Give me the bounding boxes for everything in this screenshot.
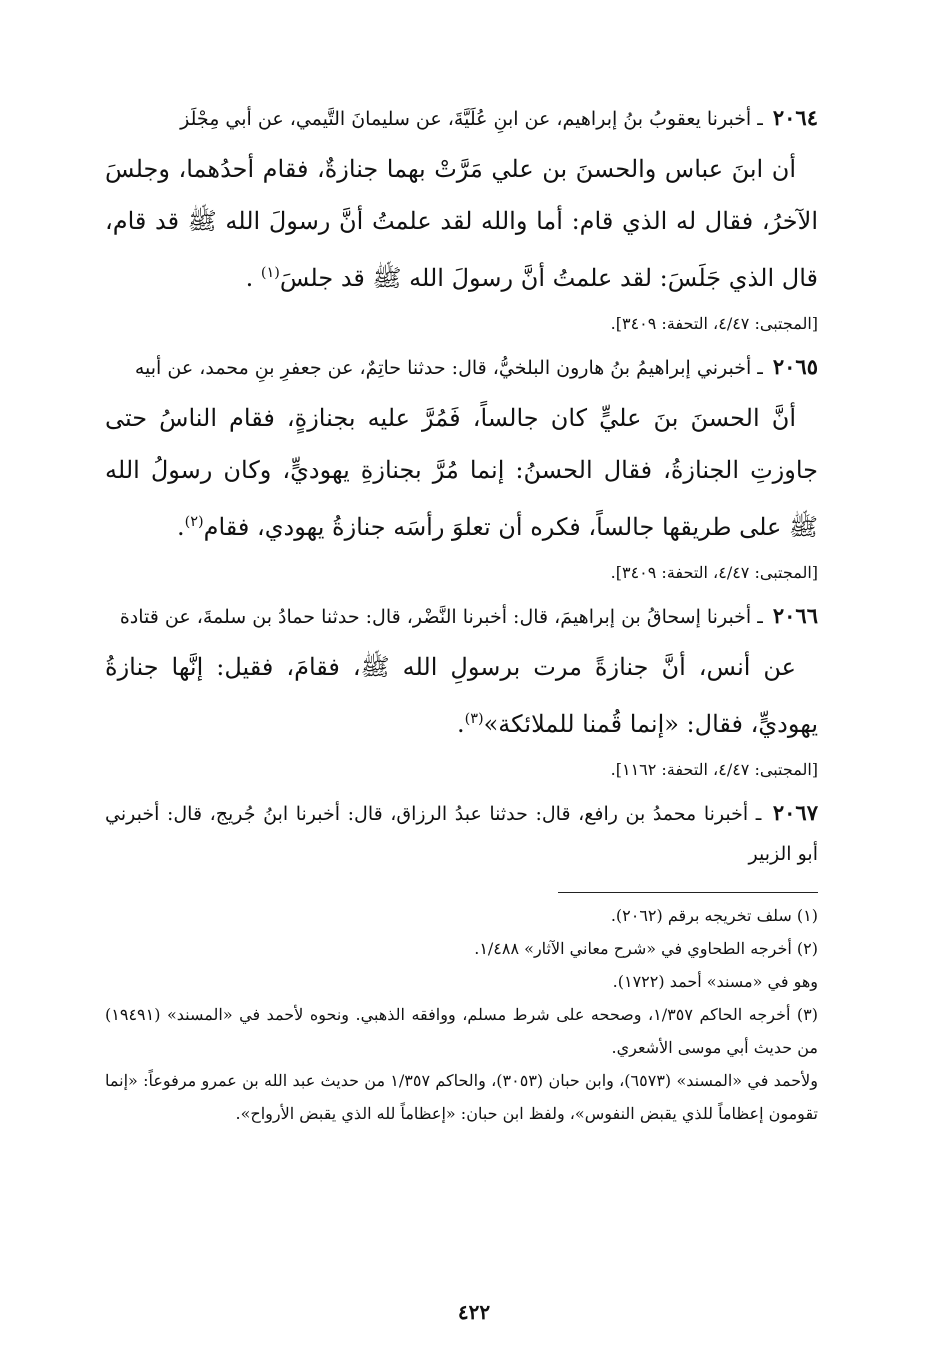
page-body xyxy=(105,98,818,1130)
hadith-2064 xyxy=(105,98,818,333)
matn-ending: . xyxy=(176,513,185,541)
matn-ending: . xyxy=(245,264,261,292)
matn-text: أن ابنَ عباس والحسنَ بن علي مَرَّتْ بهما جنازةٌ، فقام أحدُهما، وجلسَ الآخرُ، فقال له الذي قام: أما والله لقد علمتُ أنَّ رسولَ الله ﷺ قد قام، قال الذي جَلَسَ: لقد علمتُ أنَّ رسولَ الله ﷺ قد جلسَ xyxy=(105,155,818,292)
page-number: ٤٢٢ xyxy=(457,1300,491,1324)
matn-text: أنَّ الحسنَ بنَ عليٍّ كان جالساً، فَمُرَّ عليه بجنازةٍ، فقام الناسُ حتى جاوزتِ الجنازةُ، فقال الحسنُ: إنما مُرَّ بجنازةِ يهوديٍّ، وكان رسولُ الله ﷺ على طريقها جالساً، فكره أن تعلوَ رأسَه جنازةُ يهودي، فقام xyxy=(105,404,818,541)
isnad-text: ـ أخبرنا إسحاقُ بن إبراهيمَ، قال: أخبرنا النَّضْر، قال: حدثنا حمادُ بن سلمةَ، عن قتادة xyxy=(119,606,763,628)
footnote: ولأحمد في «المسند» (٦٥٧٣)، وابن حبان (٣٠٥٣)، والحاكم ١/٣٥٧ من حديث عبد الله بن عمرو مرفوعاً: «إنما تقومون إعظاماً للذي يقبض النفوس»، ولفظ ابن حبان: «إعظاماً لله الذي يقبض الأرواح». xyxy=(105,1071,819,1123)
footnote-marker[interactable]: (٢) xyxy=(184,514,204,530)
footnote-divider xyxy=(558,892,818,893)
footnote-marker[interactable]: (٣) xyxy=(464,711,484,727)
hadith-isnad xyxy=(105,793,818,874)
matn-ending: . xyxy=(456,710,465,738)
hadith-number: ٢٠٦٦ xyxy=(772,603,818,628)
hadith-isnad xyxy=(105,98,818,139)
matn-text: عن أنس، أنَّ جنازةً مرت برسولِ الله ﷺ، فقامَ، فقيل: إنَّها جنازةُ يهوديٍّ، فقال: «إنما قُمنا للملائكة» xyxy=(105,653,818,738)
footnotes xyxy=(105,899,818,1130)
footnote: (١) سلف تخريجه برقم (٢٠٦٢). xyxy=(610,906,818,925)
hadith-isnad xyxy=(105,596,818,637)
hadith-reference: [المجتبى: ٤/٤٧، التحفة: ١١٦٢]. xyxy=(610,760,818,779)
hadith-number: ٢٠٦٤ xyxy=(772,105,818,130)
hadith-2066 xyxy=(105,596,818,779)
hadith-isnad xyxy=(105,347,818,388)
hadith-2065 xyxy=(105,347,818,582)
hadith-matn xyxy=(105,641,818,750)
hadith-number: ٢٠٦٥ xyxy=(772,354,818,379)
footnote: وهو في «مسند» أحمد (١٧٢٢). xyxy=(612,972,818,991)
hadith-matn xyxy=(105,143,818,304)
hadith-matn xyxy=(105,392,818,553)
footnote: (٢) أخرجه الطحاوي في «شرح معاني الآثار» ١/٤٨٨. xyxy=(474,939,818,958)
hadith-reference: [المجتبى: ٤/٤٧، التحفة: ٣٤٠٩]. xyxy=(610,314,818,333)
footnote-marker[interactable]: (١) xyxy=(260,265,280,281)
footnote: (٣) أخرجه الحاكم ١/٣٥٧، وصححه على شرط مسلم، ووافقه الذهبي. ونحوه لأحمد في «المسند» (١٩٤٩١) من حديث أبي موسى الأشعري. xyxy=(105,1005,819,1057)
hadith-reference: [المجتبى: ٤/٤٧، التحفة: ٣٤٠٩]. xyxy=(610,563,818,582)
hadith-2067 xyxy=(105,793,818,874)
isnad-text: ـ أخبرني إبراهيمُ بنُ هارون البلخيُّ، قال: حدثنا حاتِمٌ، عن جعفرِ بنِ محمد، عن أبيه xyxy=(134,357,763,379)
isnad-text: ـ أخبرنا محمدُ بن رافع، قال: حدثنا عبدُ الرزاق، قال: أخبرنا ابنُ جُريج، قال: أخبرني أبو الزبير xyxy=(105,803,818,865)
hadith-number: ٢٠٦٧ xyxy=(772,800,818,825)
isnad-text: ـ أخبرنا يعقوبُ بنُ إبراهيم، عن ابنِ عُلَيَّةَ، عن سليمانَ التَّيمي، عن أبي مِجْلَز xyxy=(180,108,763,130)
